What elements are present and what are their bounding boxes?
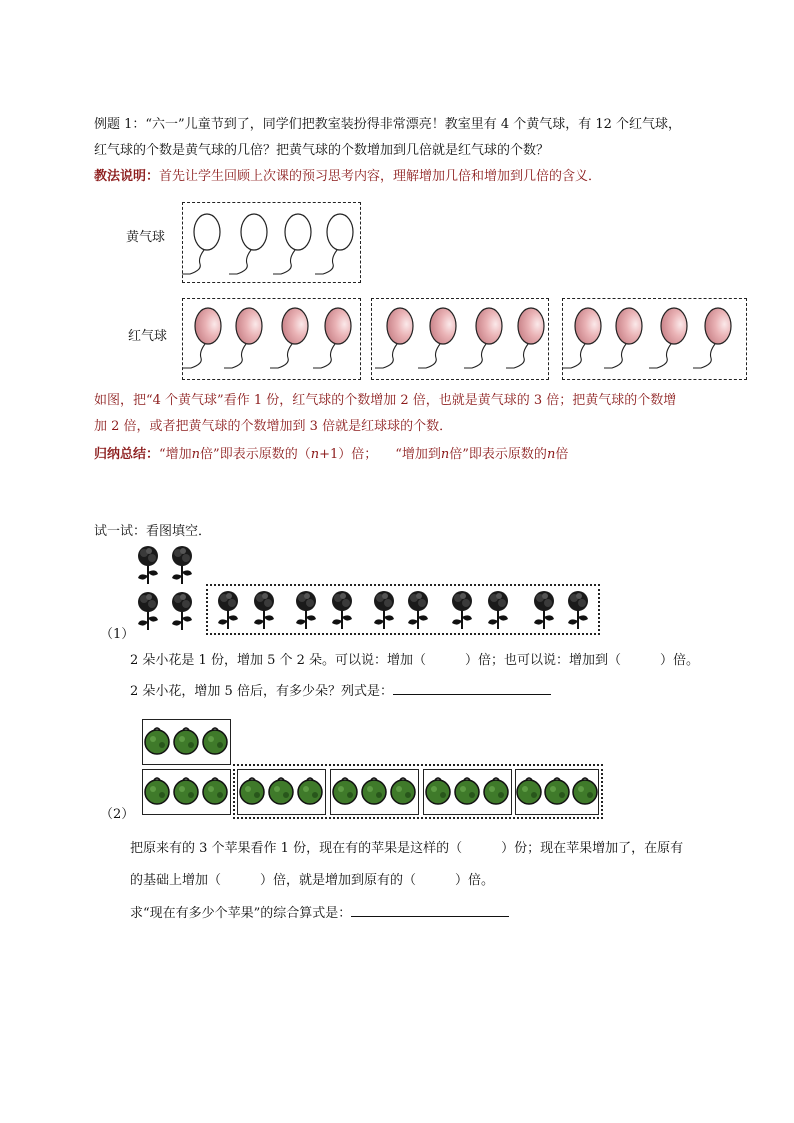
apple [333, 778, 357, 804]
summary-var: n [310, 447, 320, 462]
apple [545, 778, 569, 804]
method-label: 教法说明： [94, 169, 160, 184]
summary-text: 倍”即表示原数的（ [200, 447, 311, 462]
apple [426, 778, 450, 804]
q1-line-1[interactable]: 2 朵小花是 1 份，增加 5 个 2 朵。可以说：增加（ ）倍；也可以说：增加到（ ）倍。 [130, 653, 700, 668]
example-line-1: 例题 1：“六一”儿童节到了，同学们把教室装扮得非常漂亮！教室里有 4 个黄气球，有 12 个红气球， [94, 117, 682, 132]
q2-line-3-text: 求“现在有多少个苹果”的综合算式是： [130, 906, 352, 921]
apple [298, 778, 322, 804]
apple [145, 728, 169, 754]
apple [362, 778, 386, 804]
summary-label: 归纳总结： [94, 447, 160, 462]
apple [174, 728, 198, 754]
apple [203, 728, 227, 754]
explain-line-2: 加 2 倍，或者把黄气球的个数增加到 3 倍就是红球球的个数． [94, 419, 453, 434]
apple [517, 778, 541, 804]
q2-line-3 [130, 904, 509, 923]
q2-line-1[interactable]: 把原来有的 3 个苹果看作 1 份，现在有的苹果是这样的（ ）份；现在苹果增加了，在原有 [130, 841, 684, 856]
summary-text: “增加到 [395, 447, 441, 462]
apple [391, 778, 415, 804]
apple [455, 778, 479, 804]
summary-text: +1）倍； [319, 447, 378, 462]
q2-line-2[interactable]: 的基础上增加（ ）倍，就是增加到原有的（ ）倍。 [130, 873, 495, 888]
apple [203, 778, 227, 804]
summary-var: n [191, 447, 201, 462]
apple [145, 778, 169, 804]
q1-number: （1） [100, 627, 135, 642]
try-title: 试一试：看图填空． [94, 524, 212, 539]
red-balloon-label: 红气球 [128, 329, 168, 344]
summary-var: n [546, 447, 556, 462]
q1-line-2-text: 2 朵小花，增加 5 倍后，有多少朵？列式是： [130, 684, 393, 699]
apple [269, 778, 293, 804]
apple [573, 778, 597, 804]
apple [174, 778, 198, 804]
method-text: 首先让学生回顾上次课的预习思考内容，理解增加几倍和增加到几倍的含义． [159, 169, 602, 184]
q2-answer-blank[interactable] [351, 904, 509, 917]
summary-text: “增加 [159, 447, 192, 462]
explain-line-1: 如图，把“4 个黄气球”看作 1 份，红气球的个数增加 2 倍，也就是黄气球的 3 倍；把黄气球的个数增 [94, 393, 677, 408]
summary-var: n [440, 447, 450, 462]
yellow-balloon-label: 黄气球 [126, 230, 166, 245]
summary-text: 倍 [555, 447, 569, 462]
example-line-2: 红气球的个数是黄气球的几倍？把黄气球的个数增加到几倍就是红气球的个数？ [94, 143, 550, 158]
summary-text: 倍”即表示原数的 [449, 447, 547, 462]
q2-number: （2） [100, 807, 135, 822]
apple [484, 778, 508, 804]
apple [240, 778, 264, 804]
